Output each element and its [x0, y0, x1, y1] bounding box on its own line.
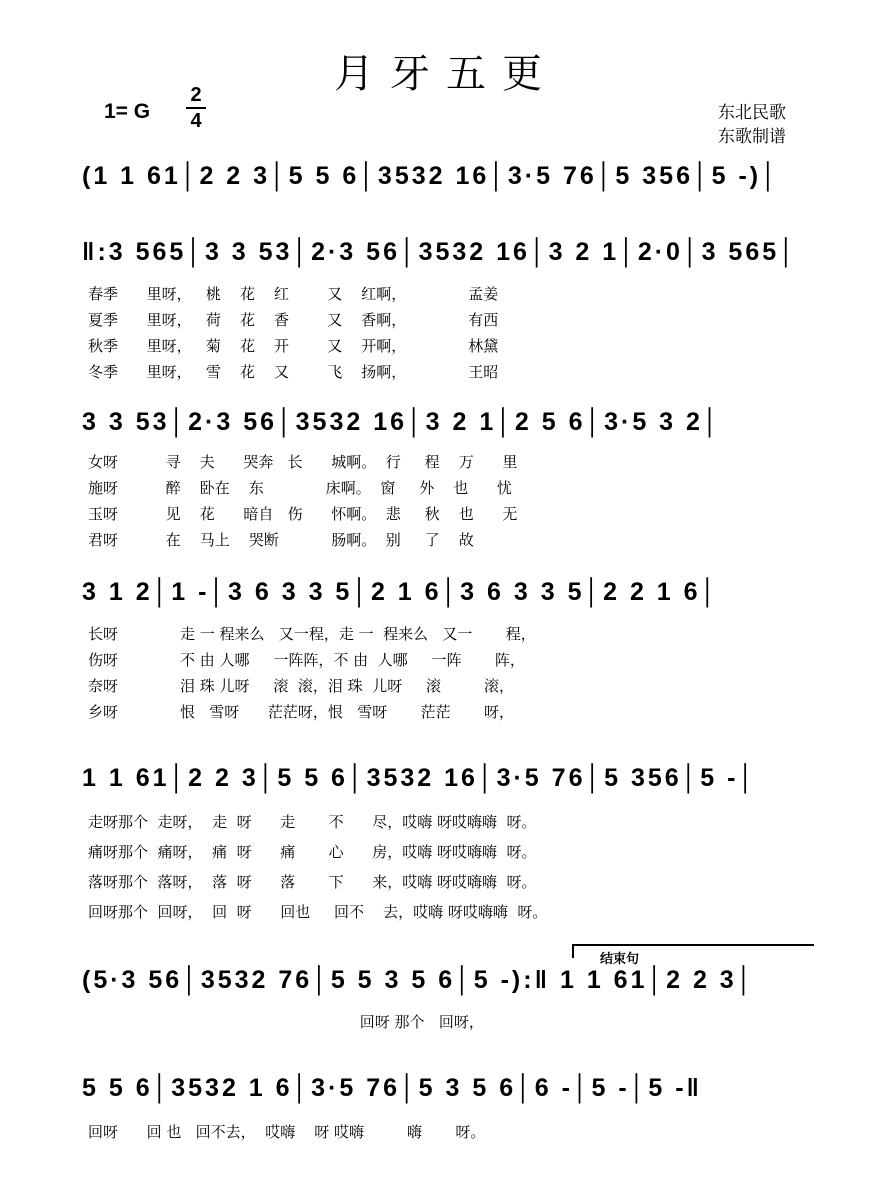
key-signature: 1= G: [104, 100, 151, 123]
meter-top: 2: [190, 84, 202, 106]
meter-bottom: 4: [190, 110, 202, 132]
credit-origin: 东北民歌: [718, 103, 786, 123]
lyric-verse-2: 施呀 醉 卧在 东 床啊。 窗 外 也 忧: [88, 479, 512, 497]
lyric-verse-4: 乡呀 恨 雪呀 茫茫呀，恨 雪呀 茫茫 呀，: [88, 703, 514, 721]
lyric-verse-4: 回呀那个 回呀， 回 呀 回也 回不 去，哎嗨 呀哎嗨嗨 呀。: [88, 903, 548, 921]
lyric-verse-4: 冬季 里呀， 雪 花 又 飞 扬啊， 王昭: [88, 363, 499, 381]
notation-line: (1 1 61│2 2 3│5 5 6│3532 16│3·5 76│5 356│5 -)│: [82, 162, 780, 190]
lyric-verse-2: 痛呀那个 痛呀， 痛 呀 痛 心 房，哎嗨 呀哎嗨嗨 呀。: [88, 843, 537, 861]
lyric-verse-2: 伤呀 不 由 人哪 一阵阵，不 由 人哪 一阵 阵，: [88, 651, 525, 669]
lyric-verse-2: 夏季 里呀， 荷 花 香 又 香啊， 有西: [88, 311, 499, 329]
lyric-verse-3: 玉呀 见 花 暗自 伤 怀啊。 悲 秋 也 无: [88, 505, 518, 523]
lyric-verse-4: 君呀 在 马上 哭断 肠啊。 别 了 故: [88, 531, 474, 549]
song-title: 月牙五更: [334, 51, 558, 97]
notation-line: 3 1 2│1 -│3 6 3 3 5│2 1 6│3 6 3 3 5│2 2 1 6│: [82, 578, 720, 606]
lyric-verse-1: 走呀那个 走呀， 走 呀 走 不 尽，哎嗨 呀哎嗨嗨 呀。: [88, 813, 537, 831]
notation-line: 5 5 6│3532 1 6│3·5 76│5 3 5 6│6 -│5 -│5 -‖: [82, 1074, 702, 1102]
time-signature: [186, 84, 206, 132]
credit-arranger: 东歌制谱: [718, 127, 786, 147]
notation-line: (5·3 56│3532 76│5 5 3 5 6│5 -):‖ 1 1 61│2 2 3│: [82, 966, 756, 994]
lyric-verse-1: 长呀 走 一 程来么 又一程，走 一 程来么 又一 程，: [88, 625, 536, 643]
lyric-line: 回呀 那个 回呀，: [88, 1013, 484, 1031]
lyric-verse-1: 春季 里呀， 桃 花 红 又 红啊， 孟姜: [88, 285, 499, 303]
notation-line: 1 1 61│2 2 3│5 5 6│3532 16│3·5 76│5 356│5 -│: [82, 764, 758, 792]
notation-line: 3 3 53│2·3 56│3532 16│3 2 1│2 5 6│3·5 3 2│: [82, 408, 722, 436]
ending-label: 结束句: [600, 952, 640, 967]
lyric-verse-1: 女呀 寻 夫 哭奔 长 城啊。 行 程 万 里: [88, 453, 518, 471]
lyric-verse-3: 奈呀 泪 珠 儿呀 滚 滚，泪 珠 儿呀 滚 滚，: [88, 677, 514, 695]
lyric-verse-3: 落呀那个 落呀， 落 呀 落 下 来，哎嗨 呀哎嗨嗨 呀。: [88, 873, 537, 891]
lyric-line: 回呀 回 也 回不去， 哎嗨 呀 哎嗨 嗨 呀。: [88, 1123, 486, 1141]
notation-line: ‖:3 565│3 3 53│2·3 56│3532 16│3 2 1│2·0│3 565│: [82, 238, 798, 266]
lyric-verse-3: 秋季 里呀， 菊 花 开 又 开啊， 林黛: [88, 337, 499, 355]
